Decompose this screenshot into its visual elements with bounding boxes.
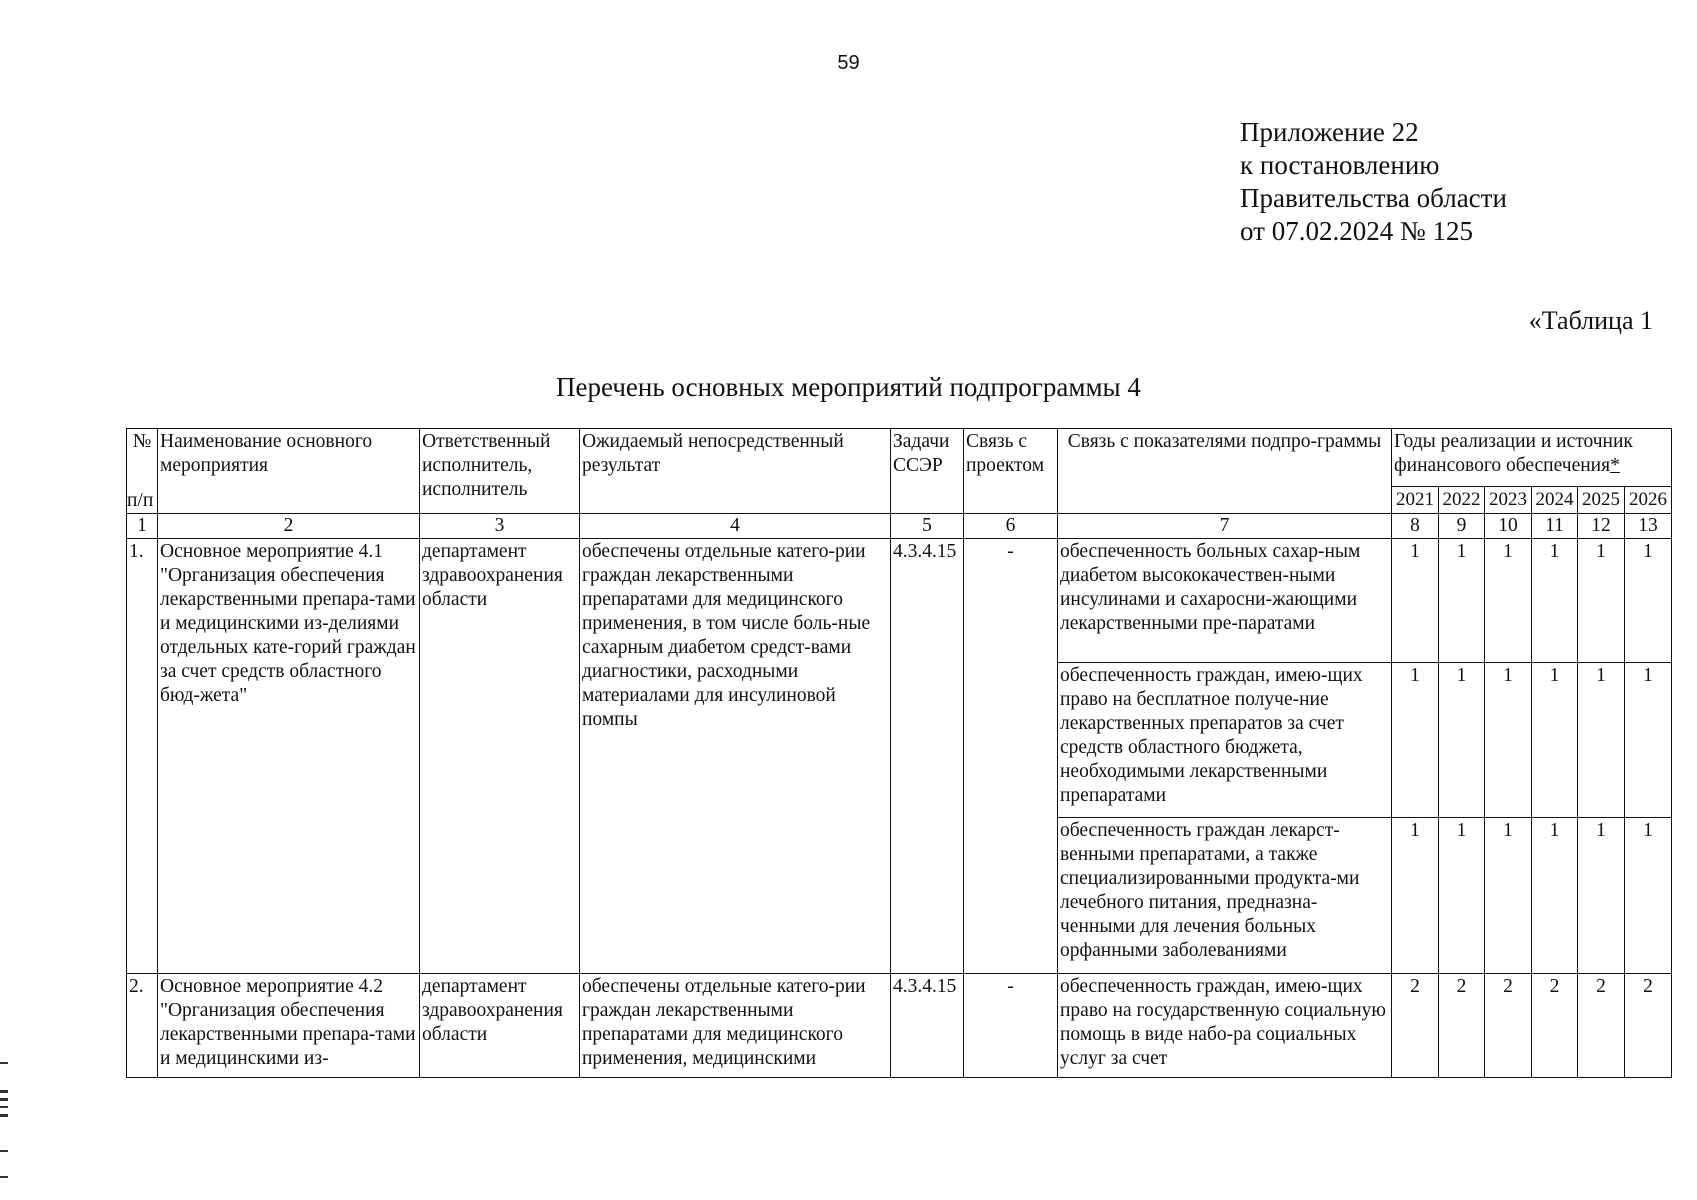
indicator-value: 2 bbox=[1485, 974, 1532, 1078]
row-tasks: 4.3.4.15 bbox=[891, 539, 964, 974]
row-indicator: обеспеченность граждан лекарст-венными препаратами, а также специализированными продукта-ми лечебного питания, предназна-ченными для лечения больных орфанными заболеваниями bbox=[1058, 818, 1392, 974]
indicator-value: 1 bbox=[1625, 539, 1672, 663]
indicator-value: 1 bbox=[1485, 539, 1532, 663]
scan-edge-mark bbox=[0, 1106, 8, 1108]
row-executor: департамент здравоохранения области bbox=[420, 974, 580, 1078]
indicator-value: 1 bbox=[1625, 818, 1672, 974]
column-number: 3 bbox=[420, 514, 580, 539]
document-title: Перечень основных мероприятий подпрограммы 4 bbox=[556, 372, 1141, 402]
indicator-value: 1 bbox=[1439, 663, 1485, 818]
header-result: Ожидаемый непосредственный результат bbox=[580, 429, 891, 514]
scan-edge-mark bbox=[0, 1098, 8, 1101]
column-number: 1 bbox=[127, 514, 158, 539]
header-tasks: Задачи ССЭР bbox=[891, 429, 964, 514]
year-cell: 2022 bbox=[1439, 487, 1485, 514]
row-name: Основное мероприятие 4.1 "Организация обеспечения лекарственными препара-тами и медицинскими из-делиями отдельных кате-горий граждан за счет средств областного бюд-жета" bbox=[158, 539, 420, 974]
row-number: 1. bbox=[127, 539, 158, 974]
row-project: - bbox=[964, 974, 1058, 1078]
row-name-text: Основное мероприятие 4.2 "Организация обеспечения лекарственными препара-тами и медицинскими из- bbox=[160, 976, 416, 1069]
scan-edge-mark bbox=[0, 1150, 8, 1152]
year-cell: 2025 bbox=[1578, 487, 1625, 514]
indicator-value: 2 bbox=[1392, 974, 1439, 1078]
column-number: 7 bbox=[1058, 514, 1392, 539]
indicator-value: 1 bbox=[1578, 539, 1625, 663]
measures-table bbox=[126, 428, 1672, 1078]
header-num-top: № bbox=[132, 431, 152, 452]
row-project: - bbox=[964, 539, 1058, 974]
row-result: обеспечены отдельные катего-рии граждан лекарственными препаратами для медицинского применения, в том числе боль-ные сахарным диабетом средст-вами диагностики, расходными материалами для инсулиновой помпы bbox=[580, 539, 891, 974]
table-row bbox=[127, 539, 1672, 663]
indicator-value: 2 bbox=[1439, 974, 1485, 1078]
column-number: 9 bbox=[1439, 514, 1485, 539]
indicator-value: 1 bbox=[1485, 663, 1532, 818]
scan-edge-mark bbox=[0, 1176, 8, 1178]
page-number: 59 bbox=[837, 52, 860, 74]
row-indicator: обеспеченность больных сахар-ным диабетом высококачествен-ными инсулинами и сахаросни-жающими лекарственными пре-паратами bbox=[1058, 539, 1392, 663]
indicator-value: 2 bbox=[1578, 974, 1625, 1078]
indicator-value: 1 bbox=[1625, 663, 1672, 818]
column-number: 8 bbox=[1392, 514, 1439, 539]
column-number: 12 bbox=[1578, 514, 1625, 539]
indicator-value: 2 bbox=[1625, 974, 1672, 1078]
header-years bbox=[1392, 429, 1672, 487]
header-row bbox=[127, 429, 1672, 487]
row-indicator-text: обеспеченность граждан, имею-щих право на государственную социальную помощь в виде набо-ра социальных услуг за счет bbox=[1060, 976, 1386, 1069]
year-cell: 2024 bbox=[1532, 487, 1578, 514]
table-row bbox=[127, 974, 1672, 1078]
indicator-value: 1 bbox=[1578, 663, 1625, 818]
appendix-line: Приложение 22 bbox=[1240, 117, 1419, 147]
indicator-value: 1 bbox=[1532, 539, 1578, 663]
column-number-row bbox=[127, 514, 1672, 539]
indicator-value: 1 bbox=[1578, 818, 1625, 974]
header-name: Наименование основного мероприятия bbox=[158, 429, 420, 514]
year-cell: 2026 bbox=[1625, 487, 1672, 514]
row-indicator bbox=[1058, 974, 1392, 1078]
row-executor: департамент здравоохранения области bbox=[420, 539, 580, 974]
header-years-mark: * bbox=[1610, 455, 1620, 476]
header-executor: Ответственный исполнитель, исполнитель bbox=[420, 429, 580, 514]
row-name bbox=[158, 974, 420, 1078]
row-number: 2. bbox=[127, 974, 158, 1078]
indicator-value: 1 bbox=[1439, 818, 1485, 974]
row-tasks: 4.3.4.15 bbox=[891, 974, 964, 1078]
column-number: 13 bbox=[1625, 514, 1672, 539]
header-years-text: Годы реализации и источник финансового обеспечения bbox=[1394, 431, 1633, 476]
column-number: 10 bbox=[1485, 514, 1532, 539]
appendix-line: от 07.02.2024 № 125 bbox=[1240, 216, 1473, 246]
header-indicators: Связь с показателями подпро-граммы bbox=[1058, 429, 1392, 514]
column-number: 6 bbox=[964, 514, 1058, 539]
column-number: 11 bbox=[1532, 514, 1578, 539]
indicator-value: 1 bbox=[1392, 663, 1439, 818]
appendix-line: Правительства области bbox=[1240, 183, 1507, 213]
indicator-value: 1 bbox=[1532, 818, 1578, 974]
row-result bbox=[580, 974, 891, 1078]
table-label: «Таблица 1 bbox=[1528, 306, 1653, 335]
appendix-line: к постановлению bbox=[1240, 150, 1440, 180]
year-cell: 2021 bbox=[1392, 487, 1439, 514]
scan-edge-mark bbox=[0, 1114, 8, 1117]
indicator-value: 1 bbox=[1392, 539, 1439, 663]
column-number: 2 bbox=[158, 514, 420, 539]
indicator-value: 1 bbox=[1392, 818, 1439, 974]
indicator-value: 1 bbox=[1439, 539, 1485, 663]
appendix-block bbox=[1240, 116, 1507, 248]
row-result-text: обеспечены отдельные катего-рии граждан лекарственными препаратами для медицинского применения, медицинскими bbox=[582, 976, 866, 1069]
indicator-value: 2 bbox=[1532, 974, 1578, 1078]
column-number: 4 bbox=[580, 514, 891, 539]
indicator-value: 1 bbox=[1532, 663, 1578, 818]
column-number: 5 bbox=[891, 514, 964, 539]
header-project: Связь с проектом bbox=[964, 429, 1058, 514]
header-num-bottom: п/п bbox=[127, 490, 154, 511]
header-num bbox=[127, 429, 158, 514]
scan-edge-mark bbox=[0, 1062, 8, 1064]
year-cell: 2023 bbox=[1485, 487, 1532, 514]
indicator-value: 1 bbox=[1485, 818, 1532, 974]
row-indicator: обеспеченность граждан, имею-щих право на бесплатное получе-ние лекарственных препаратов за счет средств областного бюджета, необходимыми лекарственными препаратами bbox=[1058, 663, 1392, 818]
scan-edge-mark bbox=[0, 1090, 8, 1093]
